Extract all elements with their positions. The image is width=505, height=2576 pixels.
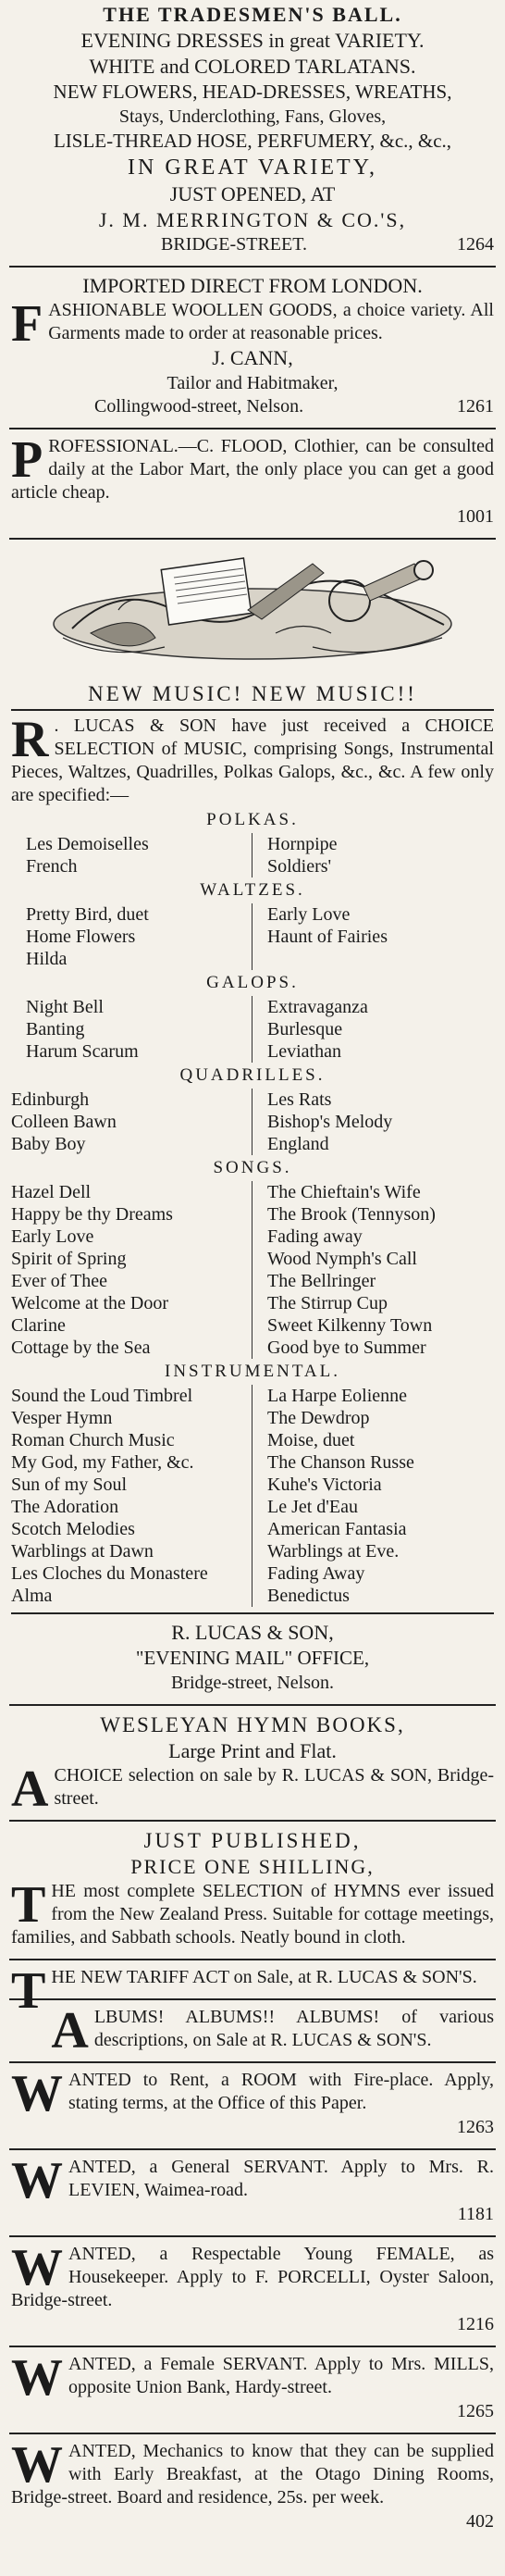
ad-title: NEW MUSIC! NEW MUSIC!! bbox=[88, 682, 417, 705]
music-title-item: Home Flowers bbox=[26, 927, 136, 947]
ad-wanted-female-servant bbox=[9, 2351, 496, 2429]
list-column-right bbox=[252, 903, 494, 970]
ad-wanted-room bbox=[9, 2067, 496, 2145]
ad-address: Collingwood-street, Nelson. bbox=[94, 396, 304, 417]
ad-body: ANTED to Rent, a ROOM with Fire-place. Apply, stating terms, at the Office of this Paper. bbox=[68, 2070, 494, 2113]
music-title-item: Warblings at Dawn bbox=[11, 1541, 154, 1562]
music-title-item: Alma bbox=[11, 1586, 53, 1606]
music-title-item: Moise, duet bbox=[267, 1430, 355, 1450]
merchant-name: J. M. MERRINGTON & CO.'S, bbox=[98, 208, 407, 231]
ad-body: ANTED, a General SERVANT. Apply to Mrs. R. LEVIEN, Waimea-road. bbox=[68, 2157, 494, 2200]
ad-body: ANTED, a Respectable Young FEMALE, as Housekeeper. Apply to F. PORCELLI, Oyster Saloon, Bridge-street. bbox=[11, 2244, 494, 2310]
music-instruments-engraving bbox=[35, 545, 470, 675]
list-column-right bbox=[252, 1089, 494, 1155]
drop-cap: A bbox=[11, 1761, 49, 1818]
songs-list bbox=[11, 1181, 494, 1359]
ad-body: HE most complete SELECTION of HYMNS ever issued from the New Zealand Press. Suitable for cottage meetings, families, and Sabbath schools. Neatly bound in cloth. bbox=[11, 1881, 494, 1948]
music-title-item: Hazel Dell bbox=[11, 1182, 92, 1202]
drop-cap: W bbox=[11, 2436, 63, 2494]
music-title-item: Hilda bbox=[26, 949, 68, 969]
music-title-item: Sound the Loud Timbrel bbox=[11, 1386, 193, 1406]
quadrilles-list bbox=[11, 1089, 494, 1155]
ad-body: ASHIONABLE WOOLLEN GOODS, a choice variety. All Garments made to order at reasonable prices. bbox=[48, 300, 494, 343]
list-column-right bbox=[252, 833, 494, 877]
music-title-item: Colleen Bawn bbox=[11, 1112, 117, 1132]
music-title-item: Roman Church Music bbox=[11, 1430, 175, 1450]
waltzes-list bbox=[11, 903, 494, 970]
list-column-left bbox=[11, 996, 252, 1063]
category-heading: WALTZES. bbox=[200, 880, 305, 900]
drop-cap: W bbox=[11, 2065, 63, 2122]
music-title-item: Le Jet d'Eau bbox=[267, 1497, 359, 1517]
music-title-item: Scotch Melodies bbox=[11, 1519, 135, 1539]
ad-footer bbox=[11, 233, 494, 256]
music-title-item: Les Cloches du Monastere bbox=[11, 1563, 208, 1584]
music-title-item: Night Bell bbox=[26, 997, 104, 1017]
ad-hymn-books bbox=[9, 1710, 496, 1816]
ad-line: IN GREAT VARIETY, bbox=[128, 156, 377, 180]
ad-line: Stays, Underclothing, Fans, Gloves, bbox=[118, 106, 387, 127]
ad-ref-number: 1001 bbox=[457, 506, 494, 527]
music-title-item: Fading away bbox=[267, 1226, 363, 1247]
ad-ref-number: 1263 bbox=[457, 2117, 494, 2137]
music-title-item: Les Demoiselles bbox=[26, 834, 149, 854]
music-title-item: Early Love bbox=[267, 904, 351, 925]
music-title-item: Sun of my Soul bbox=[11, 1475, 128, 1495]
music-title-item: Extravaganza bbox=[267, 997, 368, 1017]
ad-ref-number: 1264 bbox=[456, 234, 494, 255]
ad-body: ANTED, a Female SERVANT. Apply to Mrs. MILLS, opposite Union Bank, Hardy-street. bbox=[68, 2354, 494, 2397]
ad-address: BRIDGE-STREET. bbox=[161, 234, 307, 255]
merchant-name: R. LUCAS & SON, bbox=[171, 1621, 334, 1644]
divider bbox=[9, 2235, 496, 2237]
ad-body: HE NEW TARIFF ACT on Sale, at R. LUCAS & SON'S. bbox=[51, 1967, 477, 1987]
divider bbox=[9, 266, 496, 268]
ad-body: CHOICE selection on sale by R. LUCAS & SON, Bridge-street. bbox=[54, 1765, 494, 1809]
ad-title: JUST PUBLISHED, bbox=[143, 1829, 362, 1852]
ad-line: LISLE-THREAD HOSE, PERFUMERY, &c., &c., bbox=[53, 130, 452, 152]
category-heading: INSTRUMENTAL. bbox=[165, 1362, 340, 1381]
divider bbox=[9, 428, 496, 429]
list-column-left bbox=[11, 903, 252, 970]
ad-line: WHITE and COLORED TARLATANS. bbox=[89, 55, 416, 78]
music-title-item: Happy be thy Dreams bbox=[11, 1204, 173, 1225]
ad-address: Bridge-street, Nelson. bbox=[170, 1673, 335, 1693]
music-title-item: Wood Nymph's Call bbox=[267, 1249, 417, 1269]
galops-list bbox=[11, 996, 494, 1063]
music-title-item: American Fantasia bbox=[267, 1519, 407, 1539]
music-title-item: Good bye to Summer bbox=[267, 1338, 426, 1358]
music-title-item: Welcome at the Door bbox=[11, 1293, 168, 1313]
music-title-item: Les Rats bbox=[267, 1089, 332, 1110]
music-title-item: Benedictus bbox=[267, 1586, 350, 1606]
ad-just-published bbox=[9, 1825, 496, 1955]
polkas-list bbox=[11, 833, 494, 877]
ad-title: THE TRADESMEN'S BALL. bbox=[103, 3, 402, 26]
ad-ref-number: 1216 bbox=[457, 2314, 494, 2334]
divider bbox=[9, 1820, 496, 1822]
music-title-item: Early Love bbox=[11, 1226, 94, 1247]
ad-wanted-servant bbox=[9, 2154, 496, 2232]
ad-body: . LUCAS & SON have just received a CHOICE SELECTION of MUSIC, comprising Songs, Instrumental Pieces, Waltzes, Quadrilles, Polkas Galops, &c., &c. A few only are specified:— bbox=[11, 716, 494, 805]
music-title-item: Bishop's Melody bbox=[267, 1112, 393, 1132]
ad-ref-number: 1265 bbox=[457, 2401, 494, 2421]
divider bbox=[11, 1612, 494, 1614]
ad-tariff bbox=[9, 1962, 496, 2020]
ad-body: ROFESSIONAL.—C. FLOOD, Clothier, can be consulted daily at the Labor Mart, the only place you can get a good article cheap. bbox=[11, 436, 494, 503]
music-title-item: Warblings at Eve. bbox=[267, 1541, 400, 1562]
music-title-item: Edinburgh bbox=[11, 1089, 90, 1110]
music-title-item: Leviathan bbox=[267, 1041, 341, 1062]
list-column-right bbox=[252, 1385, 494, 1607]
drop-cap: T bbox=[11, 1876, 46, 1934]
music-title-item: Hornpipe bbox=[267, 834, 338, 854]
divider bbox=[9, 2433, 496, 2434]
ad-price: PRICE ONE SHILLING, bbox=[130, 1855, 375, 1878]
music-title-item: French bbox=[26, 856, 78, 877]
ad-line: NEW FLOWERS, HEAD-DRESSES, WREATHS, bbox=[53, 81, 452, 103]
ad-line: EVENING DRESSES in great VARIETY. bbox=[80, 29, 425, 52]
music-title-item: La Harpe Eolienne bbox=[267, 1386, 408, 1406]
divider bbox=[11, 709, 494, 711]
divider bbox=[9, 2148, 496, 2150]
music-title-item: Soldiers' bbox=[267, 856, 332, 877]
music-title-item: Harum Scarum bbox=[26, 1041, 139, 1062]
ad-line: JUST OPENED, AT bbox=[169, 182, 336, 205]
ad-subtitle: Large Print and Flat. bbox=[168, 1739, 337, 1762]
list-column-left bbox=[11, 1089, 252, 1155]
drop-cap: F bbox=[11, 295, 43, 353]
ad-ref-number: 1181 bbox=[457, 2204, 494, 2224]
music-title-item: The Chieftain's Wife bbox=[267, 1182, 421, 1202]
merchant-name: J. CANN, bbox=[212, 346, 293, 369]
music-title-item: The Chanson Russe bbox=[267, 1452, 414, 1473]
list-column-right bbox=[252, 996, 494, 1063]
merchant-trade: Tailor and Habitmaker, bbox=[166, 373, 339, 393]
ad-new-music bbox=[9, 678, 496, 1700]
ad-cann bbox=[9, 271, 496, 424]
divider bbox=[9, 1959, 496, 1960]
music-title-item: The Stirrup Cup bbox=[267, 1293, 388, 1313]
category-heading: SONGS. bbox=[213, 1158, 292, 1177]
drop-cap: W bbox=[11, 2152, 63, 2209]
music-title-item: Cottage by the Sea bbox=[11, 1338, 151, 1358]
music-title-item: Clarine bbox=[11, 1315, 66, 1336]
music-title-item: England bbox=[267, 1134, 329, 1154]
music-title-item: Fading Away bbox=[267, 1563, 365, 1584]
divider bbox=[9, 2061, 496, 2063]
ad-body: ANTED, Mechanics to know that they can be supplied with Early Breakfast, at the Otago Dining Rooms, Bridge-street. Board and residence, 25s. per week. bbox=[11, 2441, 494, 2508]
music-title-item: Vesper Hymn bbox=[11, 1408, 113, 1428]
divider bbox=[9, 2346, 496, 2347]
music-title-item: Haunt of Fairies bbox=[267, 927, 388, 947]
category-heading: POLKAS. bbox=[206, 810, 299, 829]
music-title-item: Banting bbox=[26, 1019, 85, 1039]
music-title-item: Ever of Thee bbox=[11, 1271, 108, 1291]
ad-ref-number: 1261 bbox=[457, 396, 494, 417]
drop-cap: P bbox=[11, 431, 43, 489]
music-title-item: Spirit of Spring bbox=[11, 1249, 127, 1269]
music-title-item: The Dewdrop bbox=[267, 1408, 370, 1428]
ad-albums bbox=[9, 2004, 496, 2058]
merchant-office: "EVENING MAIL" OFFICE, bbox=[135, 1647, 370, 1669]
music-title-item: The Bellringer bbox=[267, 1271, 376, 1291]
music-title-item: Pretty Bird, duet bbox=[26, 904, 149, 925]
ad-title: WESLEYAN HYMN BOOKS, bbox=[100, 1713, 405, 1736]
list-column-left bbox=[11, 1385, 252, 1607]
list-column-left bbox=[11, 1181, 252, 1359]
music-title-item: The Brook (Tennyson) bbox=[267, 1204, 436, 1225]
music-title-item: Burlesque bbox=[267, 1019, 343, 1039]
drop-cap: A bbox=[51, 2002, 89, 2060]
drop-cap: T bbox=[11, 1962, 46, 2020]
music-title-item: Baby Boy bbox=[11, 1134, 86, 1154]
ad-flood bbox=[9, 433, 496, 534]
divider bbox=[9, 1704, 496, 1706]
music-title-item: The Adoration bbox=[11, 1497, 119, 1517]
list-column-right bbox=[252, 1181, 494, 1359]
instrumental-list bbox=[11, 1385, 494, 1607]
divider bbox=[9, 1998, 496, 2000]
ad-tradesmens-ball bbox=[9, 0, 496, 262]
drop-cap: W bbox=[11, 2349, 63, 2407]
list-column-left bbox=[11, 833, 252, 877]
ad-ref-number: 402 bbox=[466, 2511, 494, 2532]
ad-title: IMPORTED DIRECT FROM LONDON. bbox=[82, 274, 423, 297]
category-heading: QUADRILLES. bbox=[179, 1065, 326, 1085]
ad-wanted-mechanics bbox=[9, 2438, 496, 2539]
ad-wanted-housekeeper bbox=[9, 2241, 496, 2342]
music-title-item: Kuhe's Victoria bbox=[267, 1475, 382, 1495]
drop-cap: R bbox=[11, 711, 49, 768]
music-title-item: Sweet Kilkenny Town bbox=[267, 1315, 433, 1336]
drop-cap: W bbox=[11, 2239, 63, 2296]
music-title-item: My God, my Father, &c. bbox=[11, 1452, 194, 1473]
divider bbox=[9, 538, 496, 540]
ad-body: LBUMS! ALBUMS!! ALBUMS! of various descriptions, on Sale at R. LUCAS & SON'S. bbox=[93, 2007, 494, 2050]
category-heading: GALOPS. bbox=[206, 973, 299, 992]
